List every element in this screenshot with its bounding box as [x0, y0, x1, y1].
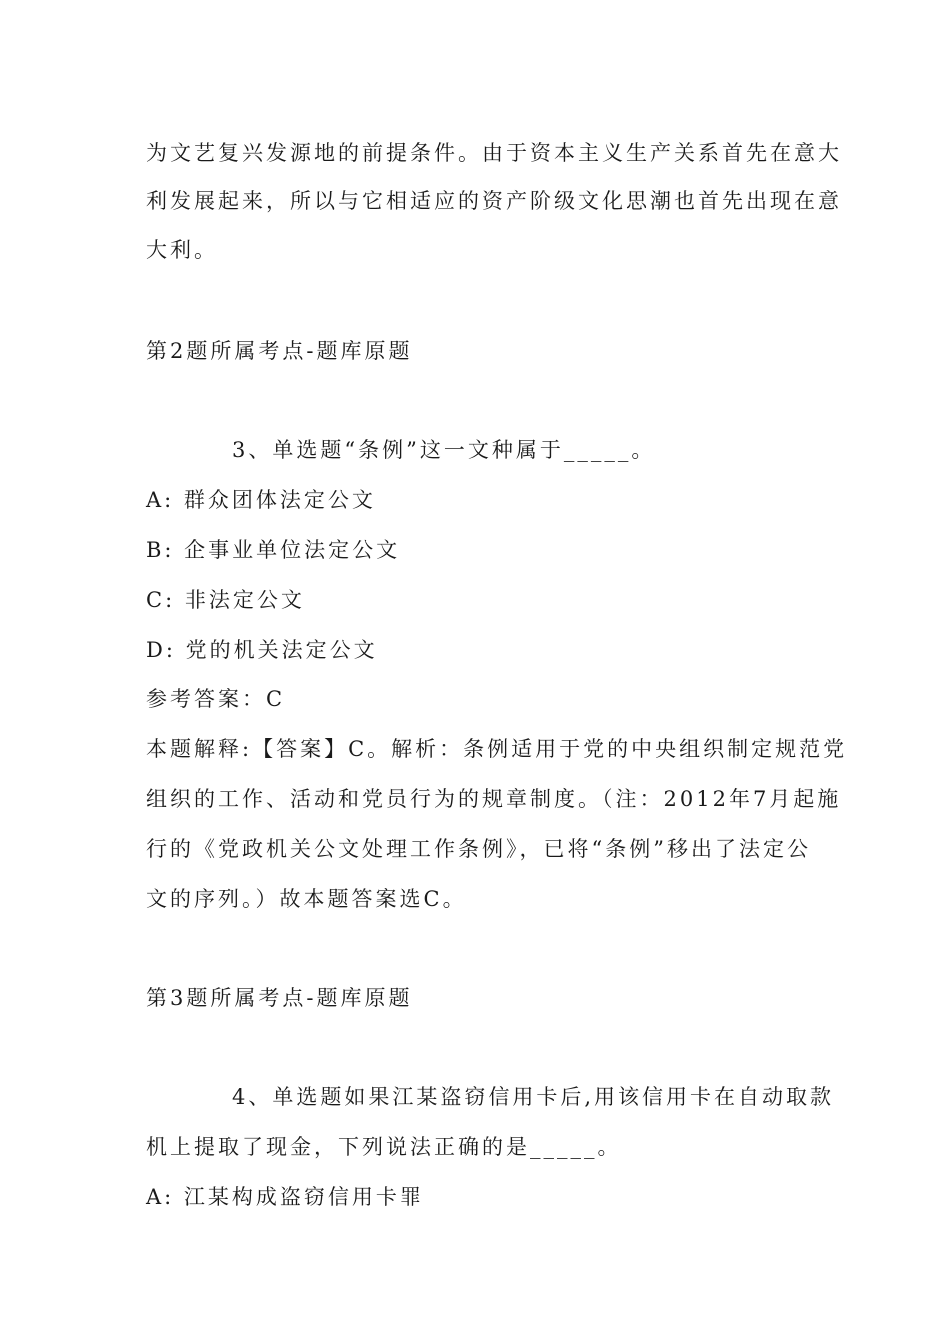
explanation-line: 组织的工作、活动和党员行为的规章制度。（注：2012年7月起施: [146, 787, 842, 811]
option-a: A: 江某构成盗窃信用卡罪: [146, 1185, 424, 1209]
explanation-line: 行的《党政机关公文处理工作条例》，已将“条例”移出了法定公: [146, 837, 811, 861]
paragraph-line: 为文艺复兴发源地的前提条件。由于资本主义生产关系首先在意大: [146, 141, 842, 165]
reference-answer: 参考答案：C: [146, 687, 286, 711]
option-b: B: 企事业单位法定公文: [146, 538, 401, 562]
explanation-line: 文的序列。）故本题答案选C。: [146, 887, 467, 911]
question-stem: 3、单选题“条例”这一文种属于_____。: [232, 438, 656, 462]
paragraph-line: 大利。: [146, 238, 218, 262]
question-stem: 4、单选题如果江某盗窃信用卡后,用该信用卡在自动取款: [232, 1085, 835, 1109]
option-c: C: 非法定公文: [146, 588, 305, 612]
explanation-line: 本题解释:【答案】C。解析：条例适用于党的中央组织制定规范党: [146, 737, 848, 761]
question-stem: 机上提取了现金，下列说法正确的是_____。: [146, 1135, 622, 1159]
option-d: D: 党的机关法定公文: [146, 638, 378, 662]
section-label-q2: 第2题所属考点-题库原题: [146, 339, 413, 363]
paragraph-line: 利发展起来，所以与它相适应的资产阶级文化思潮也首先出现在意: [146, 189, 842, 213]
section-label-q3: 第3题所属考点-题库原题: [146, 986, 413, 1010]
option-a: A: 群众团体法定公文: [146, 488, 376, 512]
